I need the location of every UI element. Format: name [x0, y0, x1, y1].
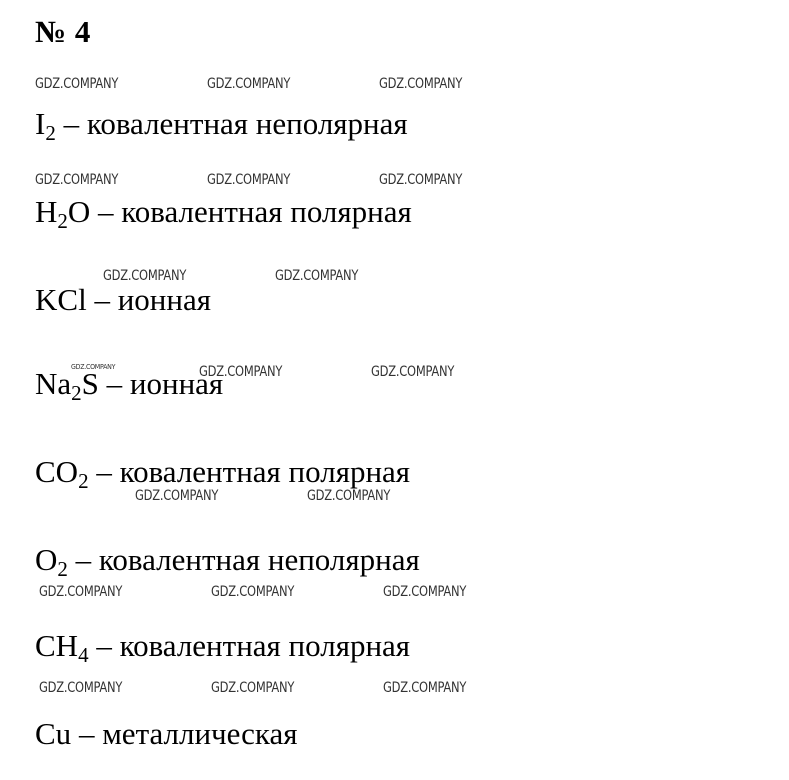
bond-type: металлическая [102, 716, 298, 751]
watermark-text: GDZ.COMPANY [199, 364, 283, 380]
formula-symbol: CH [35, 628, 79, 663]
dash-separator: – [55, 106, 87, 141]
watermark-text: GDZ.COMPANY [379, 172, 463, 188]
formula-subscript: 2 [78, 469, 89, 493]
watermark-text: GDZ.COMPANY [307, 488, 391, 504]
watermark-text: GDZ.COMPANY [103, 268, 187, 284]
watermark-text: GDZ.COMPANY [207, 172, 291, 188]
chemical-formula [35, 542, 68, 581]
formula-symbol: CO [35, 454, 79, 489]
formula-symbol: S [81, 366, 99, 401]
formula-subscript: 2 [45, 121, 56, 145]
exercise-number: № 4 [35, 14, 91, 49]
formula-subscript: 2 [71, 381, 82, 405]
watermark-text: GDZ.COMPANY [371, 364, 455, 380]
chemical-formula [35, 194, 91, 233]
formula-symbol: O [67, 194, 91, 229]
answer-line [35, 454, 411, 493]
chemical-formula [35, 366, 99, 405]
dash-separator: – [67, 542, 99, 577]
formula-symbol: O [35, 542, 58, 577]
chemical-formula [35, 716, 71, 751]
dash-separator: – [71, 716, 103, 751]
watermark-text: GDZ.COMPANY [135, 488, 219, 504]
bond-type: ионная [117, 282, 211, 317]
chemical-formula [35, 454, 89, 493]
dash-separator: – [98, 366, 130, 401]
watermark-text: GDZ.COMPANY [379, 76, 463, 92]
watermark-text: GDZ.COMPANY [211, 584, 295, 600]
answer-line [35, 194, 412, 233]
chemical-formula [35, 628, 89, 667]
answer-line [35, 628, 411, 667]
watermark-text: GDZ.COMPANY [383, 680, 467, 696]
watermark-text: GDZ.COMPANY [39, 680, 123, 696]
bond-type: ионная [129, 366, 224, 401]
formula-symbol: KCl [35, 282, 87, 317]
chemical-formula [35, 106, 56, 145]
watermark-text-small: GDZ.COMPANY [71, 363, 116, 371]
formula-symbol: H [35, 194, 58, 229]
watermark-text: GDZ.COMPANY [207, 76, 291, 92]
chemical-formula [35, 282, 87, 317]
bond-type: ковалентная полярная [119, 454, 411, 489]
formula-subscript: 4 [78, 643, 89, 667]
dash-separator: – [86, 282, 118, 317]
bond-type: ковалентная полярная [121, 194, 412, 229]
watermark-text: GDZ.COMPANY [275, 268, 359, 284]
formula-symbol: Na [35, 366, 72, 401]
bond-type: ковалентная полярная [119, 628, 411, 663]
formula-symbol: Cu [35, 716, 72, 751]
dash-separator: – [88, 628, 120, 663]
answer-line [35, 542, 420, 581]
watermark-text: GDZ.COMPANY [211, 680, 295, 696]
watermark-text: GDZ.COMPANY [383, 584, 467, 600]
formula-subscript: 2 [57, 209, 68, 233]
bond-type: ковалентная неполярная [98, 542, 420, 577]
bond-type: ковалентная неполярная [86, 106, 408, 141]
watermark-text: GDZ.COMPANY [39, 584, 123, 600]
answer-line [35, 718, 298, 749]
answer-line [35, 284, 211, 315]
dash-separator: – [88, 454, 120, 489]
answer-line [35, 106, 408, 145]
watermark-text: GDZ.COMPANY [35, 172, 119, 188]
formula-symbol: I [35, 106, 46, 141]
watermark-text: GDZ.COMPANY [35, 76, 119, 92]
dash-separator: – [90, 194, 122, 229]
formula-subscript: 2 [57, 557, 68, 581]
